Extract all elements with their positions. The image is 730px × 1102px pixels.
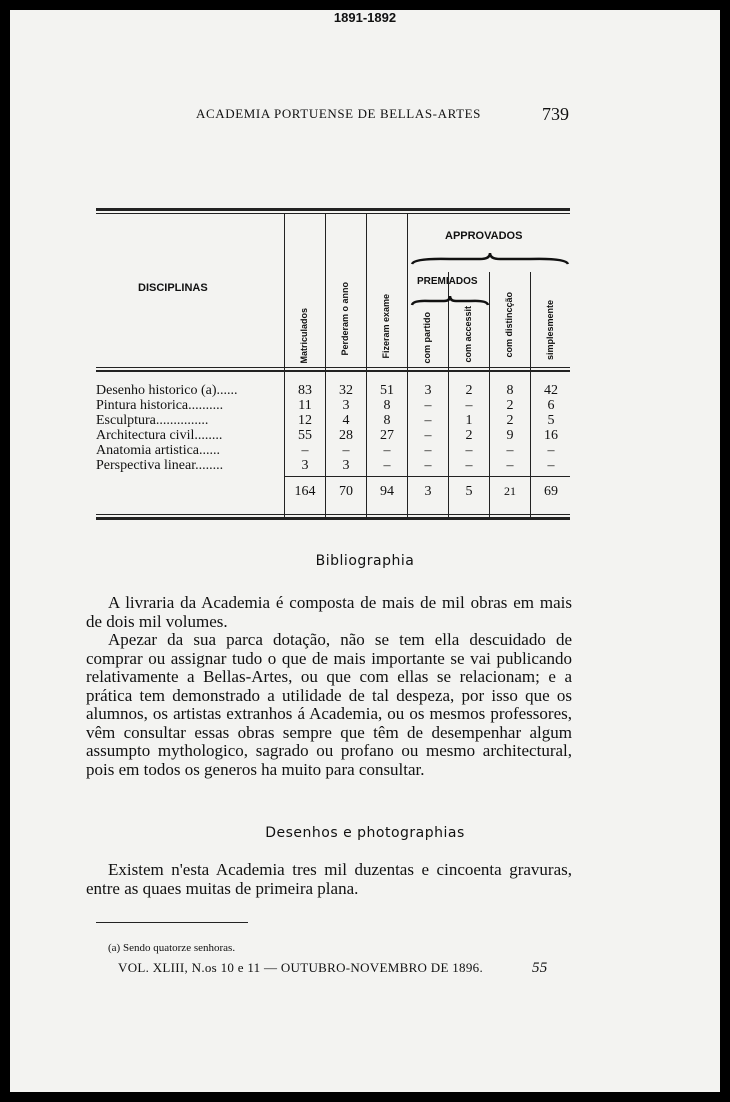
table-cell: 5 [547, 413, 555, 428]
row-label: Desenho historico (a)...... [96, 383, 238, 398]
table-cell: – [465, 398, 473, 413]
table-cell: 83 [298, 383, 312, 398]
table-year: 1891-1892 [333, 10, 397, 25]
approvados-header: APPROVADOS [445, 230, 523, 242]
table-cell: – [383, 443, 391, 458]
table-cell: 3 [424, 383, 432, 398]
volume-line: VOL. XLIII, N.os 10 e 11 — OUTUBRO-NOVEMBRO DE 1896. [118, 960, 484, 975]
table-cell: 28 [339, 428, 353, 443]
table-cell: 1 [465, 413, 473, 428]
col-com-partido: com partido [422, 312, 432, 364]
table-cell: 3 [301, 458, 309, 473]
total-matriculados: 164 [294, 484, 316, 499]
table-cell: 6 [547, 398, 555, 413]
table-cell: 4 [342, 413, 350, 428]
page-number: 739 [542, 104, 569, 124]
premiados-header: PREMIADOS [417, 276, 478, 287]
total-partido: 3 [424, 484, 432, 499]
table-cell: – [301, 443, 309, 458]
table-cell: 9 [506, 428, 514, 443]
table-cell: – [342, 443, 350, 458]
approvados-brace [410, 250, 570, 268]
drawings-heading: Desenhos e photographias [265, 825, 465, 841]
header-rule-thick [96, 370, 570, 372]
document-page [10, 10, 720, 1092]
bibliography-paragraph-2: Apezar da sua parca dotação, não se tem ella descuidado de comprar ou assignar tudo o que de mais importante se vai publicando relativamente a Bellas-Artes, ou que com ellas se relacionam; e a prática tem demonstrado a utilidade de tal despeza, por isso que os alumnos, os artistas extranhos á Academia, ou os mesmos professores, vêm consultar essas obras sempre que têm de desempenhar algum assumpto mythologico, sagrado ou profano ou mesmo architectural, pois em todos os generos ha muito para consultar. [86, 630, 572, 779]
table-cell: 2 [465, 383, 473, 398]
total-perderam: 70 [339, 484, 353, 499]
table-bottom-rule-thin [96, 514, 570, 515]
table-cell: – [547, 458, 555, 473]
table-cell: 42 [544, 383, 558, 398]
table-cell: 3 [342, 458, 350, 473]
table-cell: – [424, 443, 432, 458]
footnote: (a) Sendo quatorze senhoras. [108, 942, 236, 954]
footnote-rule [96, 922, 248, 923]
table-top-rule-thin [96, 213, 570, 214]
running-title: ACADEMIA PORTUENSE DE BELLAS-ARTES [196, 106, 481, 121]
table-cell: – [424, 428, 432, 443]
table-cell: – [506, 443, 514, 458]
col-perderam: Perderam o anno [340, 282, 350, 356]
table-cell: 8 [383, 398, 391, 413]
table-cell: 8 [383, 413, 391, 428]
total-accessit: 5 [465, 484, 473, 499]
table-cell: 16 [544, 428, 558, 443]
table-cell: 2 [506, 398, 514, 413]
table-row [10, 413, 720, 428]
table-cell: – [547, 443, 555, 458]
table-row [10, 398, 720, 413]
table-cell: 32 [339, 383, 353, 398]
table-cell: 3 [342, 398, 350, 413]
row-label: Perspectiva linear........ [96, 458, 224, 473]
table-cell: 8 [506, 383, 514, 398]
table-cell: 11 [298, 398, 312, 413]
row-label: Architectura civil........ [96, 428, 223, 443]
total-fizeram: 94 [380, 484, 394, 499]
table-cell: – [465, 458, 473, 473]
table-cell: 12 [298, 413, 312, 428]
col-com-distinccao: com distincção [504, 292, 514, 358]
table-row [10, 443, 720, 458]
table-cell: – [465, 443, 473, 458]
table-bottom-rule [96, 517, 570, 520]
col-fizeram-exame: Fizeram exame [381, 294, 391, 359]
bibliography-heading: Bibliographia [315, 553, 415, 569]
totals-rule [284, 476, 570, 477]
table-cell: 2 [506, 413, 514, 428]
premiados-brace [410, 294, 490, 308]
drawings-paragraph: Existem n'esta Academia tres mil duzentas e cincoenta gravuras, entre as quaes muitas de primeira plana. [86, 860, 572, 898]
table-row [10, 458, 720, 473]
table-row [10, 428, 720, 443]
table-cell: 27 [380, 428, 394, 443]
col-simplesmente: simplesmente [545, 300, 555, 361]
col-com-accessit: com accessit [463, 306, 473, 363]
table-row [10, 383, 720, 398]
col-matriculados: Matriculados [299, 308, 309, 364]
total-simplesmente: 69 [544, 484, 558, 499]
table-cell: 51 [380, 383, 394, 398]
table-cell: – [424, 413, 432, 428]
signature-mark: 55 [532, 960, 548, 976]
bibliography-paragraph-1: A livraria da Academia é composta de mais de mil obras em mais de dois mil volumes. [86, 593, 572, 631]
disciplinas-header: DISCIPLINAS [138, 282, 208, 294]
header-rule [96, 367, 570, 368]
row-label: Pintura historica.......... [96, 398, 224, 413]
table-top-rule [96, 208, 570, 211]
row-label: Esculptura............... [96, 413, 209, 428]
row-label: Anatomia artistica...... [96, 443, 221, 458]
table-cell: – [424, 398, 432, 413]
table-cell: – [424, 458, 432, 473]
total-distinccao: 21 [504, 484, 516, 498]
table-cell: 55 [298, 428, 312, 443]
table-cell: – [506, 458, 514, 473]
table-cell: 2 [465, 428, 473, 443]
table-cell: – [383, 458, 391, 473]
